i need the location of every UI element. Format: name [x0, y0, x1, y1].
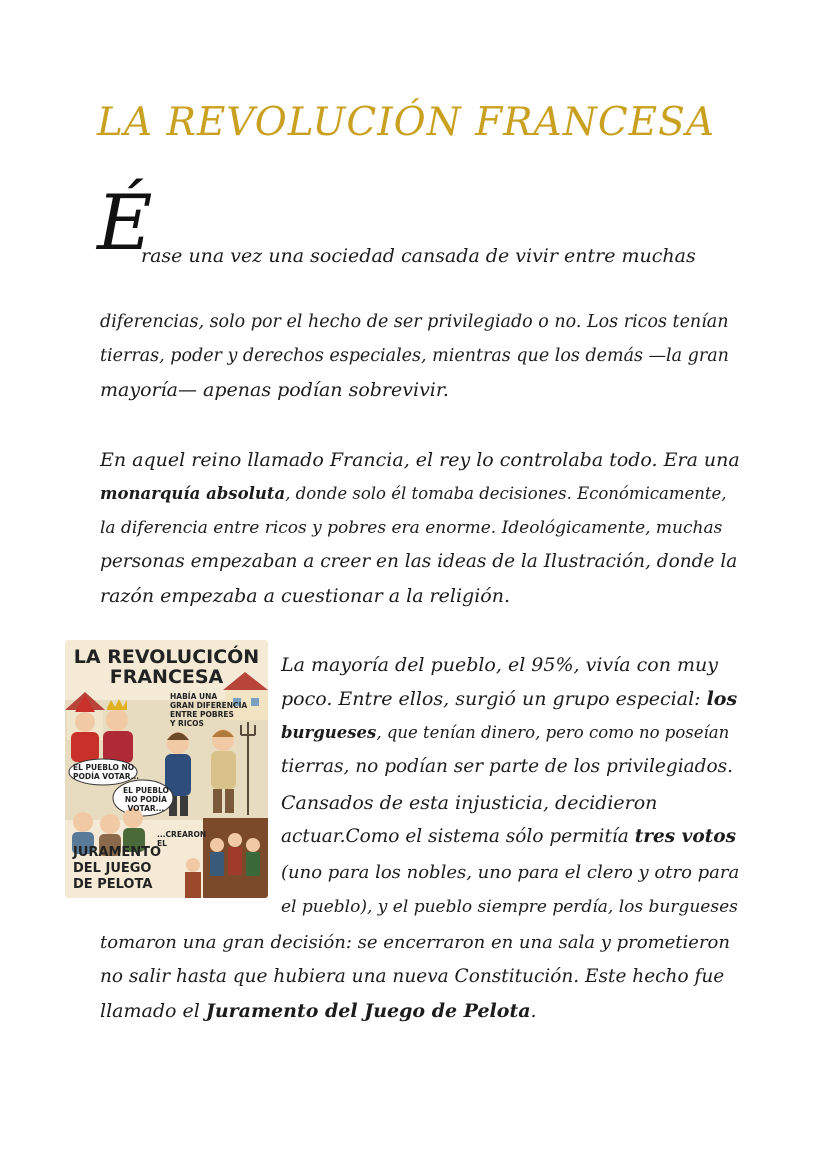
paragraph1-line2: diferencias, solo por el hecho de ser privilegiado o no. Los ricos tenían [100, 312, 729, 332]
caption-diferencia [170, 692, 247, 728]
paragraph3-line7: (uno para los nobles, uno para el clero y otro para [281, 862, 740, 883]
paragraph2-line4: personas empezaban a creer en las ideas de la Ilustración, donde la [100, 551, 738, 572]
paragraph3-line1: La mayoría del pueblo, el 95%, vivía con muy [281, 654, 718, 676]
page-title: LA REVOLUCIÓN FRANCESA [97, 100, 716, 145]
drop-cap: É [97, 178, 153, 267]
illustration-footer-line3: DE PELOTA [73, 877, 153, 892]
caption-diferencia-l1: HABÍA UNA [170, 692, 218, 701]
paragraph3-line11-text: llamado el [100, 1000, 206, 1022]
caption-diferencia-l4: Y RICOS [170, 719, 204, 728]
paragraph2-line2 [100, 477, 727, 511]
paragraph3-line9: tomaron una gran decisión: se encerraron en una sala y prometieron [100, 932, 730, 953]
caption-votar-2-l2: NO PODÍA [124, 795, 167, 804]
caption-votar-1 [73, 763, 139, 781]
paragraph3-line11 [100, 994, 537, 1028]
caption-votar-2-l3: VOTAR... [127, 804, 165, 813]
illustration-title-line2: FRANCESA [109, 666, 224, 688]
caption-votar-1-l1: EL PUEBLO NO [73, 763, 135, 772]
paragraph3-line4: tierras, no podían ser parte de los privilegiados. [281, 756, 733, 777]
paragraph3-line2-text: poco. Entre ellos, surgió un grupo especial: [281, 688, 707, 710]
los-burgueses-term-a: los [706, 688, 738, 710]
paragraph2-line1: En aquel reino llamado Francia, el rey lo controlaba todo. Era una [100, 449, 740, 471]
paragraph3-line6 [281, 820, 736, 854]
illustration-title-line1: LA REVOLUCICÓN [73, 646, 260, 668]
paragraph1-line1: rase una vez una sociedad cansada de vivir entre muchas [141, 245, 696, 267]
paragraph3-line5: Cansados de esta injusticia, decidieron [281, 792, 658, 814]
caption-votar-2-l1: EL PUEBLO [123, 786, 169, 795]
paragraph3-line6-text: actuar.Como el sistema sólo permitía [281, 826, 635, 847]
paragraph2-line3: la diferencia entre ricos y pobres era enorme. Ideológicamente, muchas [100, 518, 723, 538]
paragraph2-line2-rest: , donde solo él tomaba decisiones. Económicamente, [285, 484, 727, 503]
tres-votos-term: tres votos [634, 826, 737, 847]
caption-crearon [157, 830, 206, 848]
illustration-footer-line1: JURAMENTO [73, 845, 162, 860]
paragraph3-line3 [281, 716, 729, 750]
caption-crearon-l2: EL [157, 839, 167, 848]
paragraph2-line5: razón empezaba a cuestionar a la religión. [100, 585, 510, 607]
caption-votar-1-l2: PODÍA VOTAR... [73, 772, 140, 781]
monarquia-absoluta-term: monarquía absoluta [100, 484, 286, 503]
revolution-illustration [65, 640, 268, 898]
paragraph3-line11-end: . [530, 1000, 537, 1022]
illustration-footer-line2: DEL JUEGO [73, 861, 152, 876]
caption-crearon-l1: ...CREARON [157, 830, 207, 839]
caption-votar-2 [123, 786, 169, 813]
paragraph3-line10: no salir hasta que hubiera una nueva Constitución. Este hecho fue [100, 966, 725, 987]
paragraph3-line8: el pueblo), y el pueblo siempre perdía, los burgueses [281, 897, 738, 917]
paragraph1-line4: mayoría— apenas podían sobrevivir. [100, 379, 449, 401]
juramento-term: Juramento del Juego de Pelota [205, 1000, 531, 1022]
los-burgueses-term-b: burgueses [281, 723, 377, 742]
caption-diferencia-l2: GRAN DIFERENCIA [170, 701, 248, 710]
paragraph3-line3-rest: , que tenían dinero, pero como no poseían [376, 723, 730, 742]
caption-diferencia-l3: ENTRE POBRES [170, 710, 234, 719]
paragraph1-line3: tierras, poder y derechos especiales, mientras que los demás —la gran [100, 346, 729, 366]
paragraph3-line2 [281, 682, 737, 716]
